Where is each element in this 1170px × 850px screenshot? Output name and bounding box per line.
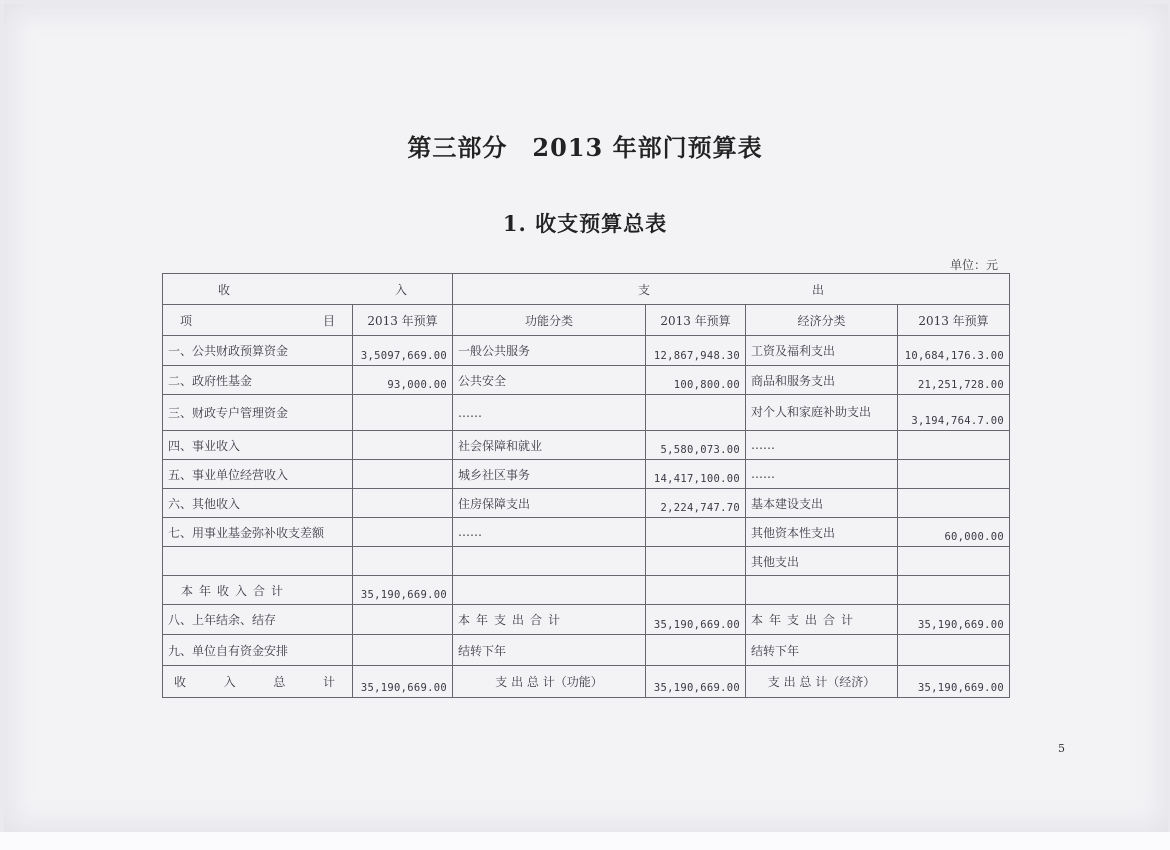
income-amount: [353, 518, 453, 547]
func-item: 社会保障和就业: [453, 431, 646, 460]
func-amount: [646, 518, 746, 547]
grand-total-char: 入: [223, 675, 236, 689]
header-row-columns: [163, 305, 1010, 336]
income-amount: [353, 431, 453, 460]
income-item: 四、事业收入: [163, 431, 353, 460]
grand-total-char: 收: [174, 675, 187, 689]
income-amount: [353, 395, 453, 431]
year-expense-total-econ-label: 本年支出合计: [751, 613, 860, 627]
func-budget-header: 2013 年预算: [646, 305, 746, 336]
func-item: 城乡社区事务: [453, 460, 646, 489]
income-item: 九、单位自有资金安排: [163, 635, 353, 666]
econ-item: 商品和服务支出: [746, 366, 898, 395]
func-item: 一般公共服务: [453, 336, 646, 366]
income-header: [163, 274, 453, 305]
scan-edge: [0, 832, 1170, 850]
income-item: 六、其他收入: [163, 489, 353, 518]
income-item: 八、上年结余、结存: [163, 605, 353, 635]
func-item: 公共安全: [453, 366, 646, 395]
unit-label: 单位：元: [949, 258, 998, 272]
table-row: [163, 395, 1010, 431]
econ-item: 工资及福利支出: [746, 336, 898, 366]
econ-amount: [898, 547, 1010, 576]
func-amount: [646, 547, 746, 576]
econ-item: ……: [746, 460, 898, 489]
item-header-right: 目: [322, 313, 335, 328]
econ-amount: 10,684,176.3.00: [898, 336, 1010, 366]
income-item: 七、用事业基金弥补收支差额: [163, 518, 353, 547]
prev-balance-row: [163, 605, 1010, 635]
income-header-right: 入: [394, 282, 407, 297]
income-amount: [353, 547, 453, 576]
grand-total-econ-label: 支 出 总 计（经济）: [746, 666, 898, 698]
income-amount: 93,000.00: [353, 366, 453, 395]
grand-total-income-amount: 35,190,669.00: [353, 666, 453, 698]
year-expense-total-func-amount: 35,190,669.00: [646, 605, 746, 635]
year-income-total-label: 本年收入合计: [181, 583, 290, 598]
self-funds-row: [163, 635, 1010, 666]
func-amount: 14,417,100.00: [646, 460, 746, 489]
income-item: 三、财政专户管理资金: [163, 395, 353, 431]
expense-header-left: 支: [638, 282, 651, 297]
grand-total-func-label: 支 出 总 计（功能）: [453, 666, 646, 698]
econ-item: 其他支出: [746, 547, 898, 576]
func-amount: 12,867,948.30: [646, 336, 746, 366]
page-number: 5: [1058, 742, 1065, 755]
income-header-left: 收: [218, 282, 231, 297]
grand-total-econ-amount: 35,190,669.00: [898, 666, 1010, 698]
item-header-left: 项: [180, 313, 193, 328]
page-title: 第三部分 2013 年部门预算表: [407, 133, 763, 162]
func-item: ……: [453, 518, 646, 547]
grand-total-char: 计: [322, 675, 335, 689]
econ-amount: [898, 431, 1010, 460]
income-item: 五、事业单位经营收入: [163, 460, 353, 489]
expense-header: [453, 274, 1010, 305]
table-row: [163, 489, 1010, 518]
func-item: ……: [453, 395, 646, 431]
income-amount: 3,5097,669.00: [353, 336, 453, 366]
income-item: [163, 547, 353, 576]
functional-class-header: 功能分类: [453, 305, 646, 336]
table-row: [163, 366, 1010, 395]
econ-amount: 21,251,728.00: [898, 366, 1010, 395]
econ-item: 其他资本性支出: [746, 518, 898, 547]
econ-carry-forward: 结转下年: [746, 635, 898, 666]
item-header: [163, 305, 353, 336]
year-income-total-amount: 35,190,669.00: [353, 576, 453, 605]
func-item: 住房保障支出: [453, 489, 646, 518]
func-amount: 100,800.00: [646, 366, 746, 395]
econ-item: 对个人和家庭补助支出: [746, 395, 898, 431]
econ-amount: 60,000.00: [898, 518, 1010, 547]
income-amount: [353, 460, 453, 489]
expense-header-right: 出: [812, 282, 825, 297]
func-amount: 2,224,747.70: [646, 489, 746, 518]
table-title: 1. 收支预算总表: [502, 211, 668, 236]
econ-item: ……: [746, 431, 898, 460]
grand-total-row: [163, 666, 1010, 698]
income-budget-header: 2013 年预算: [353, 305, 453, 336]
grand-total-func-amount: 35,190,669.00: [646, 666, 746, 698]
func-amount: [646, 395, 746, 431]
income-item: 一、公共财政预算资金: [163, 336, 353, 366]
econ-amount: [898, 489, 1010, 518]
table-row: [163, 518, 1010, 547]
year-expense-total-econ-amount: 35,190,669.00: [898, 605, 1010, 635]
econ-item: 基本建设支出: [746, 489, 898, 518]
header-row-main: [163, 274, 1010, 305]
income-item: 二、政府性基金: [163, 366, 353, 395]
grand-total-char: 总: [273, 675, 286, 689]
func-item: [453, 547, 646, 576]
func-carry-forward: 结转下年: [453, 635, 646, 666]
econ-budget-header: 2013 年预算: [898, 305, 1010, 336]
table-row: [163, 460, 1010, 489]
table-row: [163, 336, 1010, 366]
func-amount: 5,580,073.00: [646, 431, 746, 460]
budget-summary-table: [162, 273, 1010, 698]
econ-amount: 3,194,764.7.00: [898, 395, 1010, 431]
economic-class-header: 经济分类: [746, 305, 898, 336]
year-income-total-row: [163, 576, 1010, 605]
year-expense-total-func-label: 本年支出合计: [458, 613, 567, 627]
econ-amount: [898, 460, 1010, 489]
table-row: [163, 431, 1010, 460]
income-amount: [353, 489, 453, 518]
table-row: [163, 547, 1010, 576]
